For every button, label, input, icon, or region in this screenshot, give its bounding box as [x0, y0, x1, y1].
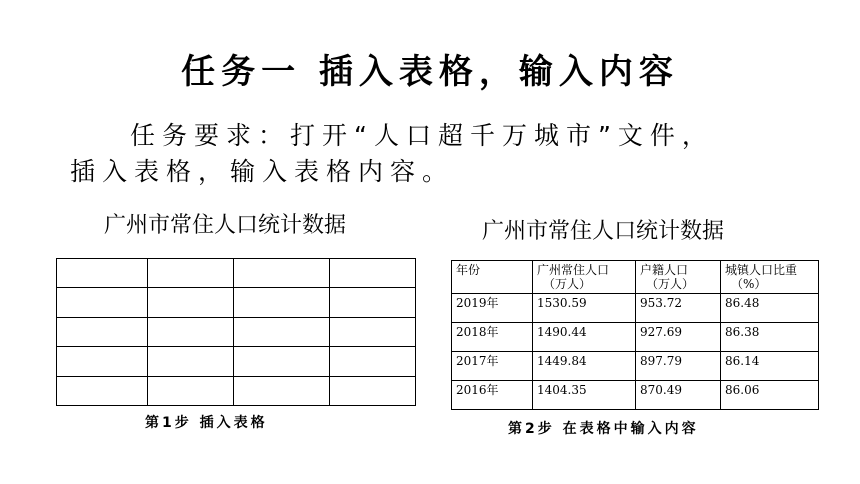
table-row	[452, 352, 819, 381]
table-cell	[234, 317, 330, 346]
page-title: 任务一 插入表格，输入内容	[181, 52, 679, 92]
cell-resident: 1530.59	[533, 294, 636, 323]
table-cell	[234, 376, 330, 405]
requirement-line-2: 插入表格，输入表格内容。	[70, 157, 455, 186]
cell-urban-ratio: 86.06	[721, 381, 819, 410]
left-table-caption: 广州市常住人口统计数据	[104, 213, 347, 238]
empty-table	[56, 258, 416, 406]
table-cell	[330, 317, 416, 346]
cell-registered: 897.79	[636, 352, 721, 381]
table-row	[57, 288, 416, 317]
table-row	[452, 323, 819, 352]
table-cell	[148, 317, 234, 346]
table-cell	[148, 376, 234, 405]
table-row	[452, 294, 819, 323]
cell-resident: 1404.35	[533, 381, 636, 410]
table-header-row	[452, 261, 819, 294]
table-cell	[148, 259, 234, 288]
table-row	[57, 317, 416, 346]
cell-registered: 927.69	[636, 323, 721, 352]
table-cell	[148, 347, 234, 376]
step-2-label: 第2步 在表格中输入内容	[508, 421, 699, 437]
table-cell	[57, 376, 148, 405]
cell-registered: 870.49	[636, 381, 721, 410]
cell-year: 2018年	[452, 323, 533, 352]
table-cell	[234, 347, 330, 376]
table-row	[57, 259, 416, 288]
table-cell	[330, 259, 416, 288]
table-cell	[57, 347, 148, 376]
cell-resident: 1449.84	[533, 352, 636, 381]
cell-urban-ratio: 86.48	[721, 294, 819, 323]
table-cell	[234, 288, 330, 317]
table-cell	[148, 288, 234, 317]
cell-year: 2019年	[452, 294, 533, 323]
table-cell	[57, 259, 148, 288]
cell-resident: 1490.44	[533, 323, 636, 352]
header-resident-population: 广州常住人口 （万人）	[533, 261, 636, 294]
cell-year: 2016年	[452, 381, 533, 410]
header-registered-population: 户籍人口 （万人）	[636, 261, 721, 294]
table-cell	[330, 376, 416, 405]
table-cell	[330, 347, 416, 376]
table-cell	[330, 288, 416, 317]
table-row	[57, 347, 416, 376]
cell-urban-ratio: 86.38	[721, 323, 819, 352]
table-cell	[234, 259, 330, 288]
table-cell	[57, 317, 148, 346]
requirement-line-1: 任务要求：打开“人口超千万城市”文件，	[130, 121, 714, 150]
population-table	[451, 260, 819, 410]
header-year: 年份	[452, 261, 533, 294]
cell-urban-ratio: 86.14	[721, 352, 819, 381]
cell-year: 2017年	[452, 352, 533, 381]
table-cell	[57, 288, 148, 317]
task-requirement	[70, 118, 830, 190]
table-row	[57, 376, 416, 405]
header-urban-ratio: 城镇人口比重 （%）	[721, 261, 819, 294]
table-row	[452, 381, 819, 410]
right-table-caption: 广州市常住人口统计数据	[482, 219, 725, 244]
step-1-label: 第1步 插入表格	[145, 415, 268, 431]
cell-registered: 953.72	[636, 294, 721, 323]
